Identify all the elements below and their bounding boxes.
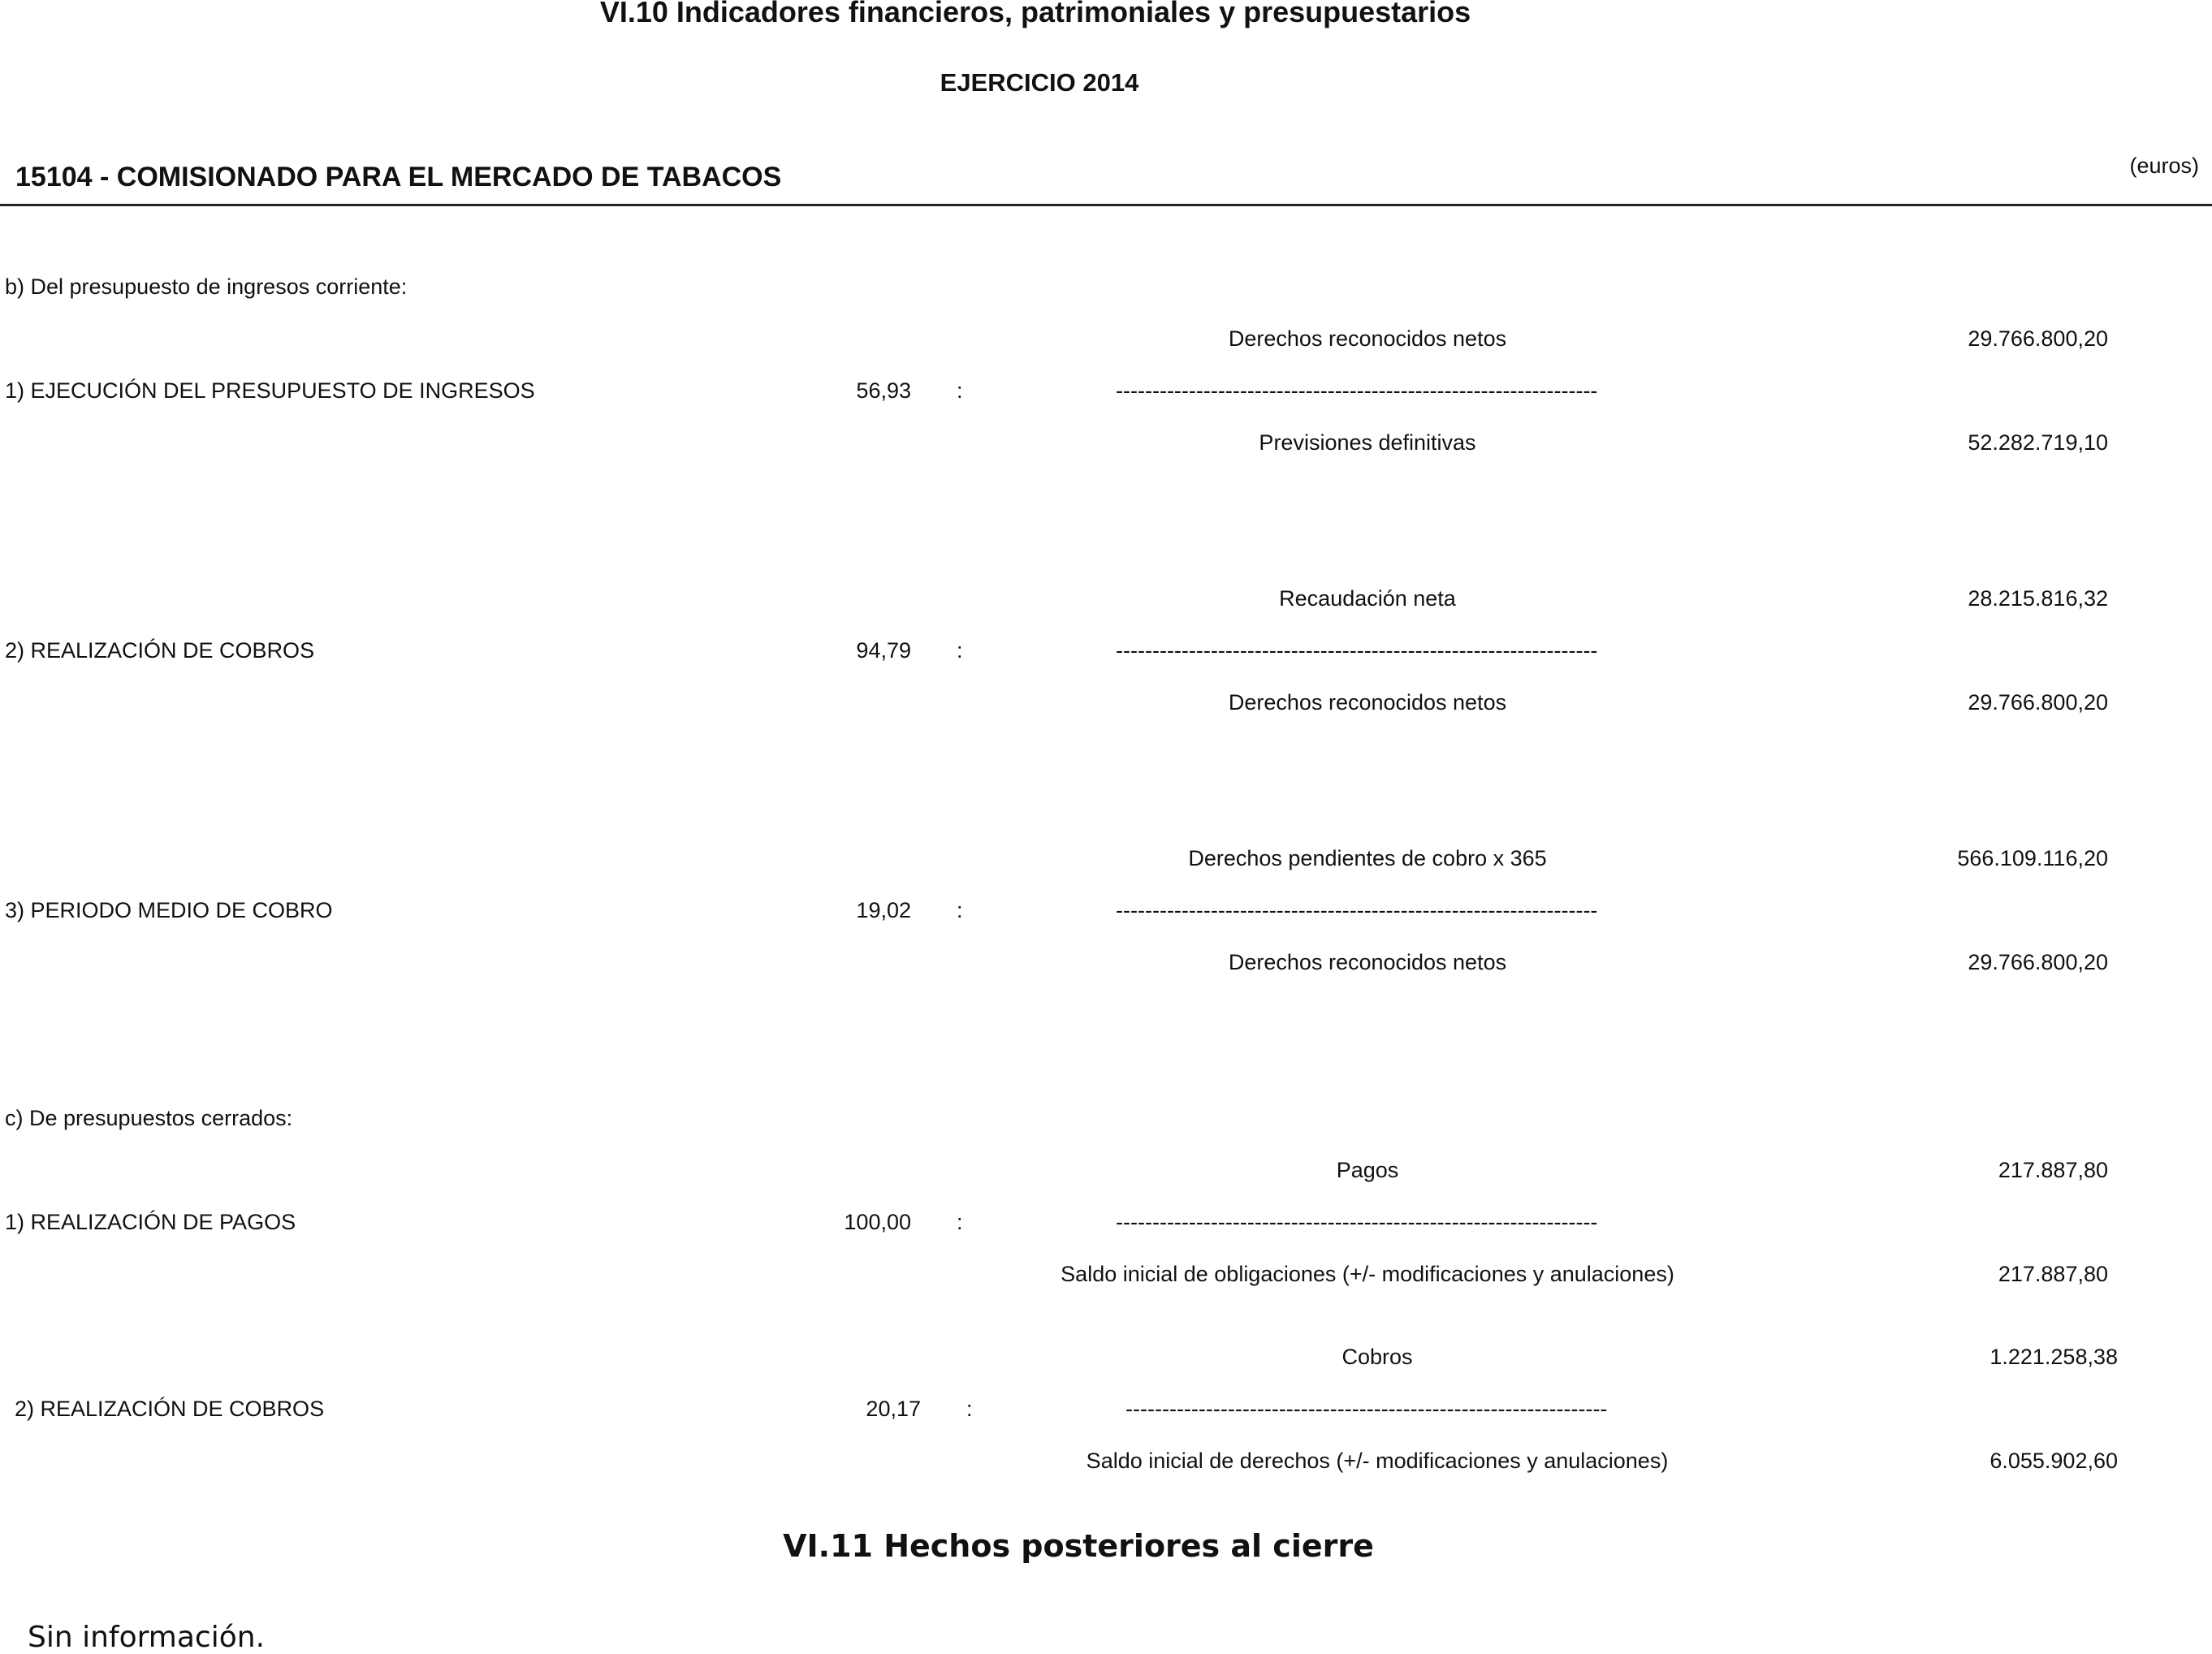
- section-body: Sin información.: [28, 1621, 266, 1654]
- indicator-label: 2) REALIZACIÓN DE COBROS: [5, 638, 315, 663]
- numerator-label: Derechos pendientes de cobro x 365: [1188, 846, 1547, 870]
- section-title: VI.11 Hechos posteriores al cierre: [783, 1528, 1374, 1564]
- denominator-value: 217.887,80: [1998, 1262, 2108, 1286]
- indicator-label: 2) REALIZACIÓN DE COBROS: [15, 1397, 325, 1421]
- numerator-value: 28.215.816,32: [1968, 586, 2108, 611]
- denominator-label: Derechos reconocidos netos: [1228, 690, 1507, 715]
- indicator-value: 94,79: [856, 638, 911, 663]
- section-b-heading: b) Del presupuesto de ingresos corriente:: [5, 274, 408, 299]
- fraction-line: ------------------------------------------------------------------: [1116, 378, 1598, 403]
- separator: :: [957, 898, 963, 922]
- fraction-line: ------------------------------------------------------------------: [1125, 1397, 1608, 1421]
- denominator-label: Saldo inicial de obligaciones (+/- modificaciones y anulaciones): [1061, 1262, 1674, 1286]
- numerator-label: Recaudación neta: [1279, 586, 1456, 611]
- currency-unit: (euros): [2129, 153, 2199, 178]
- denominator-label: Derechos reconocidos netos: [1228, 950, 1507, 974]
- indicator-label: 1) REALIZACIÓN DE PAGOS: [5, 1210, 296, 1234]
- page-title: VI.10 Indicadores financieros, patrimoniales y presupuestarios: [599, 0, 1471, 28]
- indicator-value: 56,93: [856, 378, 911, 403]
- denominator-value: 6.055.902,60: [1990, 1449, 2118, 1473]
- separator: :: [957, 378, 963, 403]
- numerator-value: 29.766.800,20: [1968, 326, 2108, 351]
- separator: :: [957, 1210, 963, 1234]
- separator: :: [957, 638, 963, 663]
- fraction-line: ------------------------------------------------------------------: [1116, 1210, 1598, 1234]
- section-c-heading: c) De presupuestos cerrados:: [5, 1106, 293, 1130]
- indicator-value: 100,00: [844, 1210, 911, 1234]
- fiscal-year: EJERCICIO 2014: [940, 68, 1139, 97]
- denominator-label: Previsiones definitivas: [1259, 430, 1476, 455]
- indicator-label: 3) PERIODO MEDIO DE COBRO: [5, 898, 333, 922]
- indicator-value: 19,02: [856, 898, 911, 922]
- fraction-line: ------------------------------------------------------------------: [1116, 898, 1598, 922]
- numerator-label: Pagos: [1336, 1158, 1399, 1182]
- denominator-value: 29.766.800,20: [1968, 690, 2108, 715]
- indicator-label: 1) EJECUCIÓN DEL PRESUPUESTO DE INGRESOS: [5, 378, 535, 403]
- header-divider: [0, 204, 2212, 206]
- entity-name: 15104 - COMISIONADO PARA EL MERCADO DE TABACOS: [15, 162, 782, 192]
- denominator-value: 29.766.800,20: [1968, 950, 2108, 974]
- denominator-value: 52.282.719,10: [1968, 430, 2108, 455]
- indicator-value: 20,17: [866, 1397, 921, 1421]
- fraction-line: ------------------------------------------------------------------: [1116, 638, 1598, 663]
- numerator-value: 566.109.116,20: [1957, 846, 2108, 870]
- separator: :: [966, 1397, 973, 1421]
- numerator-value: 217.887,80: [1998, 1158, 2108, 1182]
- numerator-value: 1.221.258,38: [1990, 1345, 2118, 1369]
- denominator-label: Saldo inicial de derechos (+/- modificaciones y anulaciones): [1086, 1449, 1669, 1473]
- numerator-label: Derechos reconocidos netos: [1228, 326, 1507, 351]
- numerator-label: Cobros: [1341, 1345, 1413, 1369]
